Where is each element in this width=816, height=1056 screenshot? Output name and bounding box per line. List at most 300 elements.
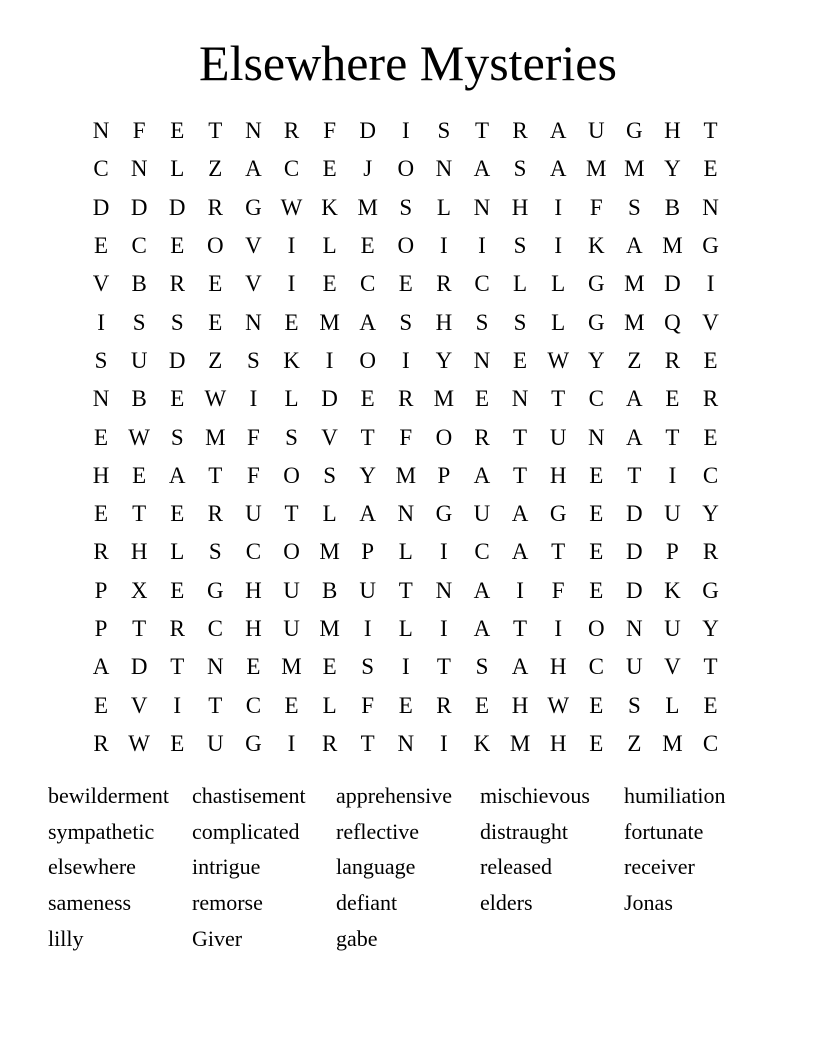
grid-letter: C [245,539,262,565]
grid-letter: I [554,194,562,220]
grid-letter: E [703,347,718,373]
grid-letter: L [551,271,566,297]
grid-letter: I [97,309,105,335]
grid-letter: S [208,539,222,565]
grid-letter: E [589,462,604,488]
grid-letter: S [399,309,413,335]
grid-letter: D [626,501,643,527]
word-bank-item: intrigue [192,854,261,880]
grid-letter: A [359,501,377,527]
grid-letter: O [359,347,377,373]
grid-row [82,572,732,610]
grid-letter: U [283,577,300,603]
grid-letter: F [323,118,336,144]
grid-letter: I [287,233,296,259]
grid-letter: C [360,271,376,297]
grid-letter: B [664,194,681,220]
grid-row [82,342,732,380]
word-bank-item: remorse [192,890,263,916]
grid-letter: M [395,462,417,488]
grid-letter: T [665,424,680,450]
grid-letter: M [509,730,531,756]
grid-letter: Y [702,501,719,527]
grid-letter: E [170,233,185,259]
grid-letter: T [436,654,451,680]
grid-letter: E [170,501,185,527]
grid-letter: Y [587,347,605,373]
grid-letter: S [627,692,641,718]
grid-letter: R [207,501,223,527]
grid-letter: H [549,654,567,680]
grid-letter: P [94,616,108,641]
grid-letter: E [513,347,528,373]
grid-letter: S [247,347,260,373]
grid-letter: G [626,118,643,144]
grid-letter: H [511,194,529,220]
grid-letter: M [624,156,645,182]
grid-letter: K [587,233,605,259]
grid-letter: E [284,309,299,335]
grid-letter: S [94,347,108,373]
grid-letter: C [588,386,604,412]
grid-letter: S [475,654,489,680]
grid-letter: O [397,156,415,182]
word-bank-row [48,920,768,956]
grid-letter: S [285,424,298,450]
grid-letter: N [473,347,491,373]
grid-letter: L [551,309,566,335]
grid-letter: T [132,501,147,527]
word-bank-row [48,814,768,850]
grid-letter: E [170,118,185,144]
grid-letter: S [170,424,184,450]
grid-row [82,418,732,456]
grid-letter: N [245,118,262,144]
grid-letter: O [283,462,300,488]
grid-letter: D [321,386,338,412]
word-bank-item: language [336,854,416,880]
grid-letter: N [511,386,529,412]
grid-letter: G [587,271,605,297]
word-bank-item: elders [480,890,533,916]
grid-letter: H [130,539,148,565]
word-bank-item: distraught [480,818,568,844]
grid-letter: P [94,577,108,603]
grid-letter: Z [208,156,223,182]
grid-letter: G [702,577,719,603]
grid-letter: R [702,539,719,565]
grid-letter: V [92,271,110,297]
grid-letter: F [247,462,260,488]
grid-letter: D [130,194,148,220]
grid-letter: A [626,233,643,259]
grid-letter: S [323,462,336,488]
grid-letter: A [473,577,491,603]
grid-letter: T [551,539,566,565]
grid-letter: E [170,386,185,412]
grid-letter: S [475,309,489,335]
grid-letter: I [440,233,448,259]
grid-letter: O [283,539,300,565]
grid-letter: E [208,309,223,335]
grid-letter: I [401,347,410,373]
grid-letter: A [626,386,643,412]
grid-letter: X [130,577,148,603]
grid-letter: U [626,654,643,680]
grid-letter: A [549,118,567,144]
grid-letter: O [397,233,415,259]
grid-letter: I [287,271,296,297]
grid-letter: J [363,156,373,182]
grid-letter: G [549,501,567,527]
grid-letter: G [245,194,262,220]
grid-letter: G [587,309,605,335]
grid-letter: R [169,271,185,297]
grid-letter: I [249,386,258,412]
grid-letter: V [245,271,262,297]
grid-letter: I [440,730,448,756]
grid-letter: L [398,539,413,565]
grid-letter: F [551,577,565,603]
word-bank [48,778,768,956]
grid-letter: I [554,233,562,259]
word-bank-item: receiver [624,854,695,880]
grid-row [82,150,732,188]
grid-letter: I [325,347,334,373]
word-bank-item: lilly [48,925,84,951]
grid-letter: E [360,386,375,412]
grid-letter: T [703,654,718,680]
grid-letter: G [435,501,453,527]
grid-letter: O [207,233,224,259]
grid-letter: M [319,539,340,565]
grid-letter: U [207,730,224,756]
grid-letter: Y [664,156,681,182]
grid-letter: B [321,577,338,603]
grid-letter: R [398,386,414,412]
grid-letter: H [435,309,453,335]
grid-letter: E [665,386,680,412]
grid-letter: A [511,501,529,527]
grid-letter: E [589,539,604,565]
grid-row [82,495,732,533]
grid-letter: E [703,692,718,718]
grid-letter: P [361,539,375,565]
grid-letter: L [322,501,337,527]
word-bank-row [48,778,768,814]
grid-letter: E [322,156,337,182]
grid-letter: E [94,233,109,259]
grid-letter: H [245,616,262,641]
grid-letter: A [359,309,377,335]
word-bank-item: gabe [336,925,378,951]
grid-row [82,112,732,150]
grid-letter: E [94,501,109,527]
grid-letter: S [437,118,451,144]
word-bank-item: sameness [48,890,132,916]
grid-letter: M [433,386,455,412]
grid-letter: T [284,501,299,527]
grid-letter: F [589,194,603,220]
grid-letter: Z [627,347,642,373]
page-title: Elsewhere Mysteries [199,35,617,91]
grid-letter: I [401,654,410,680]
grid-letter: M [319,616,340,641]
grid-letter: M [357,194,378,220]
grid-letter: M [586,156,607,182]
grid-letter: A [245,156,262,182]
grid-letter: E [322,271,337,297]
grid-letter: R [283,118,300,144]
grid-letter: I [363,616,372,641]
grid-letter: V [664,654,681,680]
grid-letter: E [398,692,413,718]
grid-letter: T [132,616,147,641]
word-bank-item: humiliation [624,783,726,809]
grid-letter: R [93,730,109,756]
grid-letter: U [359,577,377,603]
grid-letter: U [664,616,681,641]
grid-letter: N [207,654,224,680]
word-bank-row [48,849,768,885]
grid-letter: W [547,347,570,373]
grid-letter: F [399,424,413,450]
grid-letter: T [360,730,375,756]
word-bank-item: Giver [192,925,243,951]
grid-row [82,380,732,418]
grid-letter: D [626,577,643,603]
grid-letter: T [170,654,185,680]
grid-letter: V [245,233,262,259]
word-bank-item: elsewhere [48,854,136,880]
word-bank-item: chastisement [192,783,306,809]
grid-letter: D [130,654,148,680]
grid-letter: T [703,118,718,144]
grid-letter: I [173,692,182,718]
grid-letter: C [93,156,109,182]
grid-letter: M [319,309,340,335]
grid-letter: T [474,118,490,144]
grid-letter: N [92,386,110,412]
grid-letter: T [208,692,223,718]
grid-letter: C [474,539,490,565]
grid-row [82,189,732,227]
grid-letter: N [130,156,148,182]
grid-letter: L [170,156,185,182]
grid-letter: Y [435,347,453,373]
grid-letter: K [283,347,300,373]
grid-letter: T [513,462,528,488]
word-bank-item: mischievous [480,783,590,809]
grid-letter: G [207,577,224,603]
grid-letter: Z [208,347,223,373]
word-bank-row [48,885,768,921]
grid-letter: H [549,730,567,756]
grid-letter: T [551,386,566,412]
grid-letter: F [361,692,375,718]
grid-letter: O [435,424,453,450]
grid-letter: N [245,309,262,335]
grid-letter: T [208,118,223,144]
word-bank-item: sympathetic [48,818,155,844]
word-bank-item: released [480,854,553,880]
grid-letter: C [245,692,262,718]
grid-letter: R [702,386,719,412]
word-bank-item: reflective [336,818,420,844]
grid-letter: E [589,692,604,718]
grid-letter: A [511,539,529,565]
word-bank-item: bewilderment [48,783,169,809]
grid-letter: P [666,539,679,565]
word-bank-item: apprehensive [336,783,453,809]
grid-letter: R [512,118,528,144]
grid-letter: H [549,462,567,488]
grid-letter: D [92,194,110,220]
grid-letter: T [398,577,413,603]
grid-letter: N [626,616,643,641]
grid-letter: I [706,271,715,297]
grid-letter: O [587,616,605,641]
grid-letter: M [662,730,683,756]
grid-letter: S [513,309,527,335]
grid-letter: T [360,424,375,450]
grid-letter: E [474,386,490,412]
grid-letter: S [361,654,375,680]
grid-letter: V [130,692,148,718]
grid-letter: E [94,424,109,450]
grid-letter: D [168,347,186,373]
grid-letter: H [664,118,681,144]
grid-letter: S [170,309,184,335]
grid-letter: L [170,539,185,565]
word-bank-item: Jonas [624,890,673,916]
grid-letter: B [131,386,147,412]
grid-letter: S [399,194,413,220]
grid-letter: U [664,501,681,527]
grid-letter: I [401,118,410,144]
grid-letter: W [547,692,570,718]
grid-letter: N [397,501,415,527]
grid-letter: I [668,462,677,488]
grid-row [82,610,732,648]
grid-letter: T [513,616,528,641]
grid-letter: Z [627,730,642,756]
grid-row [82,533,732,571]
grid-letter: L [513,271,528,297]
grid-letter: T [208,462,223,488]
grid-letter: I [287,730,296,756]
grid-letter: C [588,654,604,680]
grid-letter: H [245,577,262,603]
grid-letter: G [702,233,719,259]
grid-letter: A [473,616,491,641]
grid-letter: U [587,118,605,144]
grid-letter: I [516,577,524,603]
grid-letter: N [702,194,719,220]
grid-letter: G [245,730,262,756]
grid-letter: L [322,233,337,259]
grid-letter: N [473,194,491,220]
grid-letter: E [474,692,490,718]
grid-letter: H [92,462,110,488]
grid-letter: C [474,271,490,297]
word-bank-item: fortunate [624,818,704,844]
grid-letter: N [435,156,453,182]
grid-letter: S [513,156,527,182]
grid-row [82,686,732,724]
grid-letter: S [132,309,146,335]
grid-letter: Y [702,616,719,641]
grid-letter: M [205,424,226,450]
grid-letter: F [247,424,260,450]
grid-letter: I [440,616,448,641]
grid-letter: N [397,730,415,756]
grid-letter: A [168,462,186,488]
grid-letter: R [436,271,452,297]
grid-letter: K [473,730,491,756]
grid-letter: R [321,730,338,756]
grid-row [82,457,732,495]
grid-letter: L [322,692,337,718]
grid-letter: P [437,462,451,488]
grid-row [82,648,732,686]
grid-letter: Y [359,462,377,488]
letter-grid [82,112,732,763]
grid-letter: R [207,194,223,220]
word-bank-item: defiant [336,890,398,916]
grid-letter: M [624,309,645,335]
grid-letter: N [435,577,453,603]
grid-letter: L [284,386,299,412]
grid-letter: S [513,233,527,259]
grid-letter: W [280,194,303,220]
grid-letter: E [703,424,718,450]
grid-row [82,227,732,265]
grid-letter: U [549,424,567,450]
grid-letter: C [283,156,300,182]
grid-letter: E [208,271,223,297]
grid-letter: K [321,194,338,220]
grid-letter: E [322,654,337,680]
grid-letter: C [131,233,147,259]
grid-letter: E [360,233,375,259]
grid-letter: W [128,424,150,450]
grid-letter: E [246,654,261,680]
grid-letter: C [702,730,719,756]
grid-letter: D [359,118,377,144]
grid-letter: E [170,577,185,603]
grid-letter: B [131,271,147,297]
grid-letter: U [473,501,491,527]
grid-letter: I [478,233,486,259]
grid-letter: Q [664,309,681,335]
grid-letter: A [92,654,110,680]
grid-letter: U [245,501,262,527]
grid-letter: L [398,616,413,641]
grid-letter: I [440,539,448,565]
grid-letter: S [627,194,641,220]
grid-letter: N [587,424,605,450]
grid-letter: R [169,616,185,641]
grid-letter: R [474,424,490,450]
grid-letter: M [281,654,302,680]
grid-letter: H [511,692,529,718]
grid-letter: E [132,462,147,488]
grid-letter: R [93,539,109,565]
grid-letter: E [703,156,718,182]
grid-letter: R [664,347,681,373]
grid-letter: D [664,271,681,297]
